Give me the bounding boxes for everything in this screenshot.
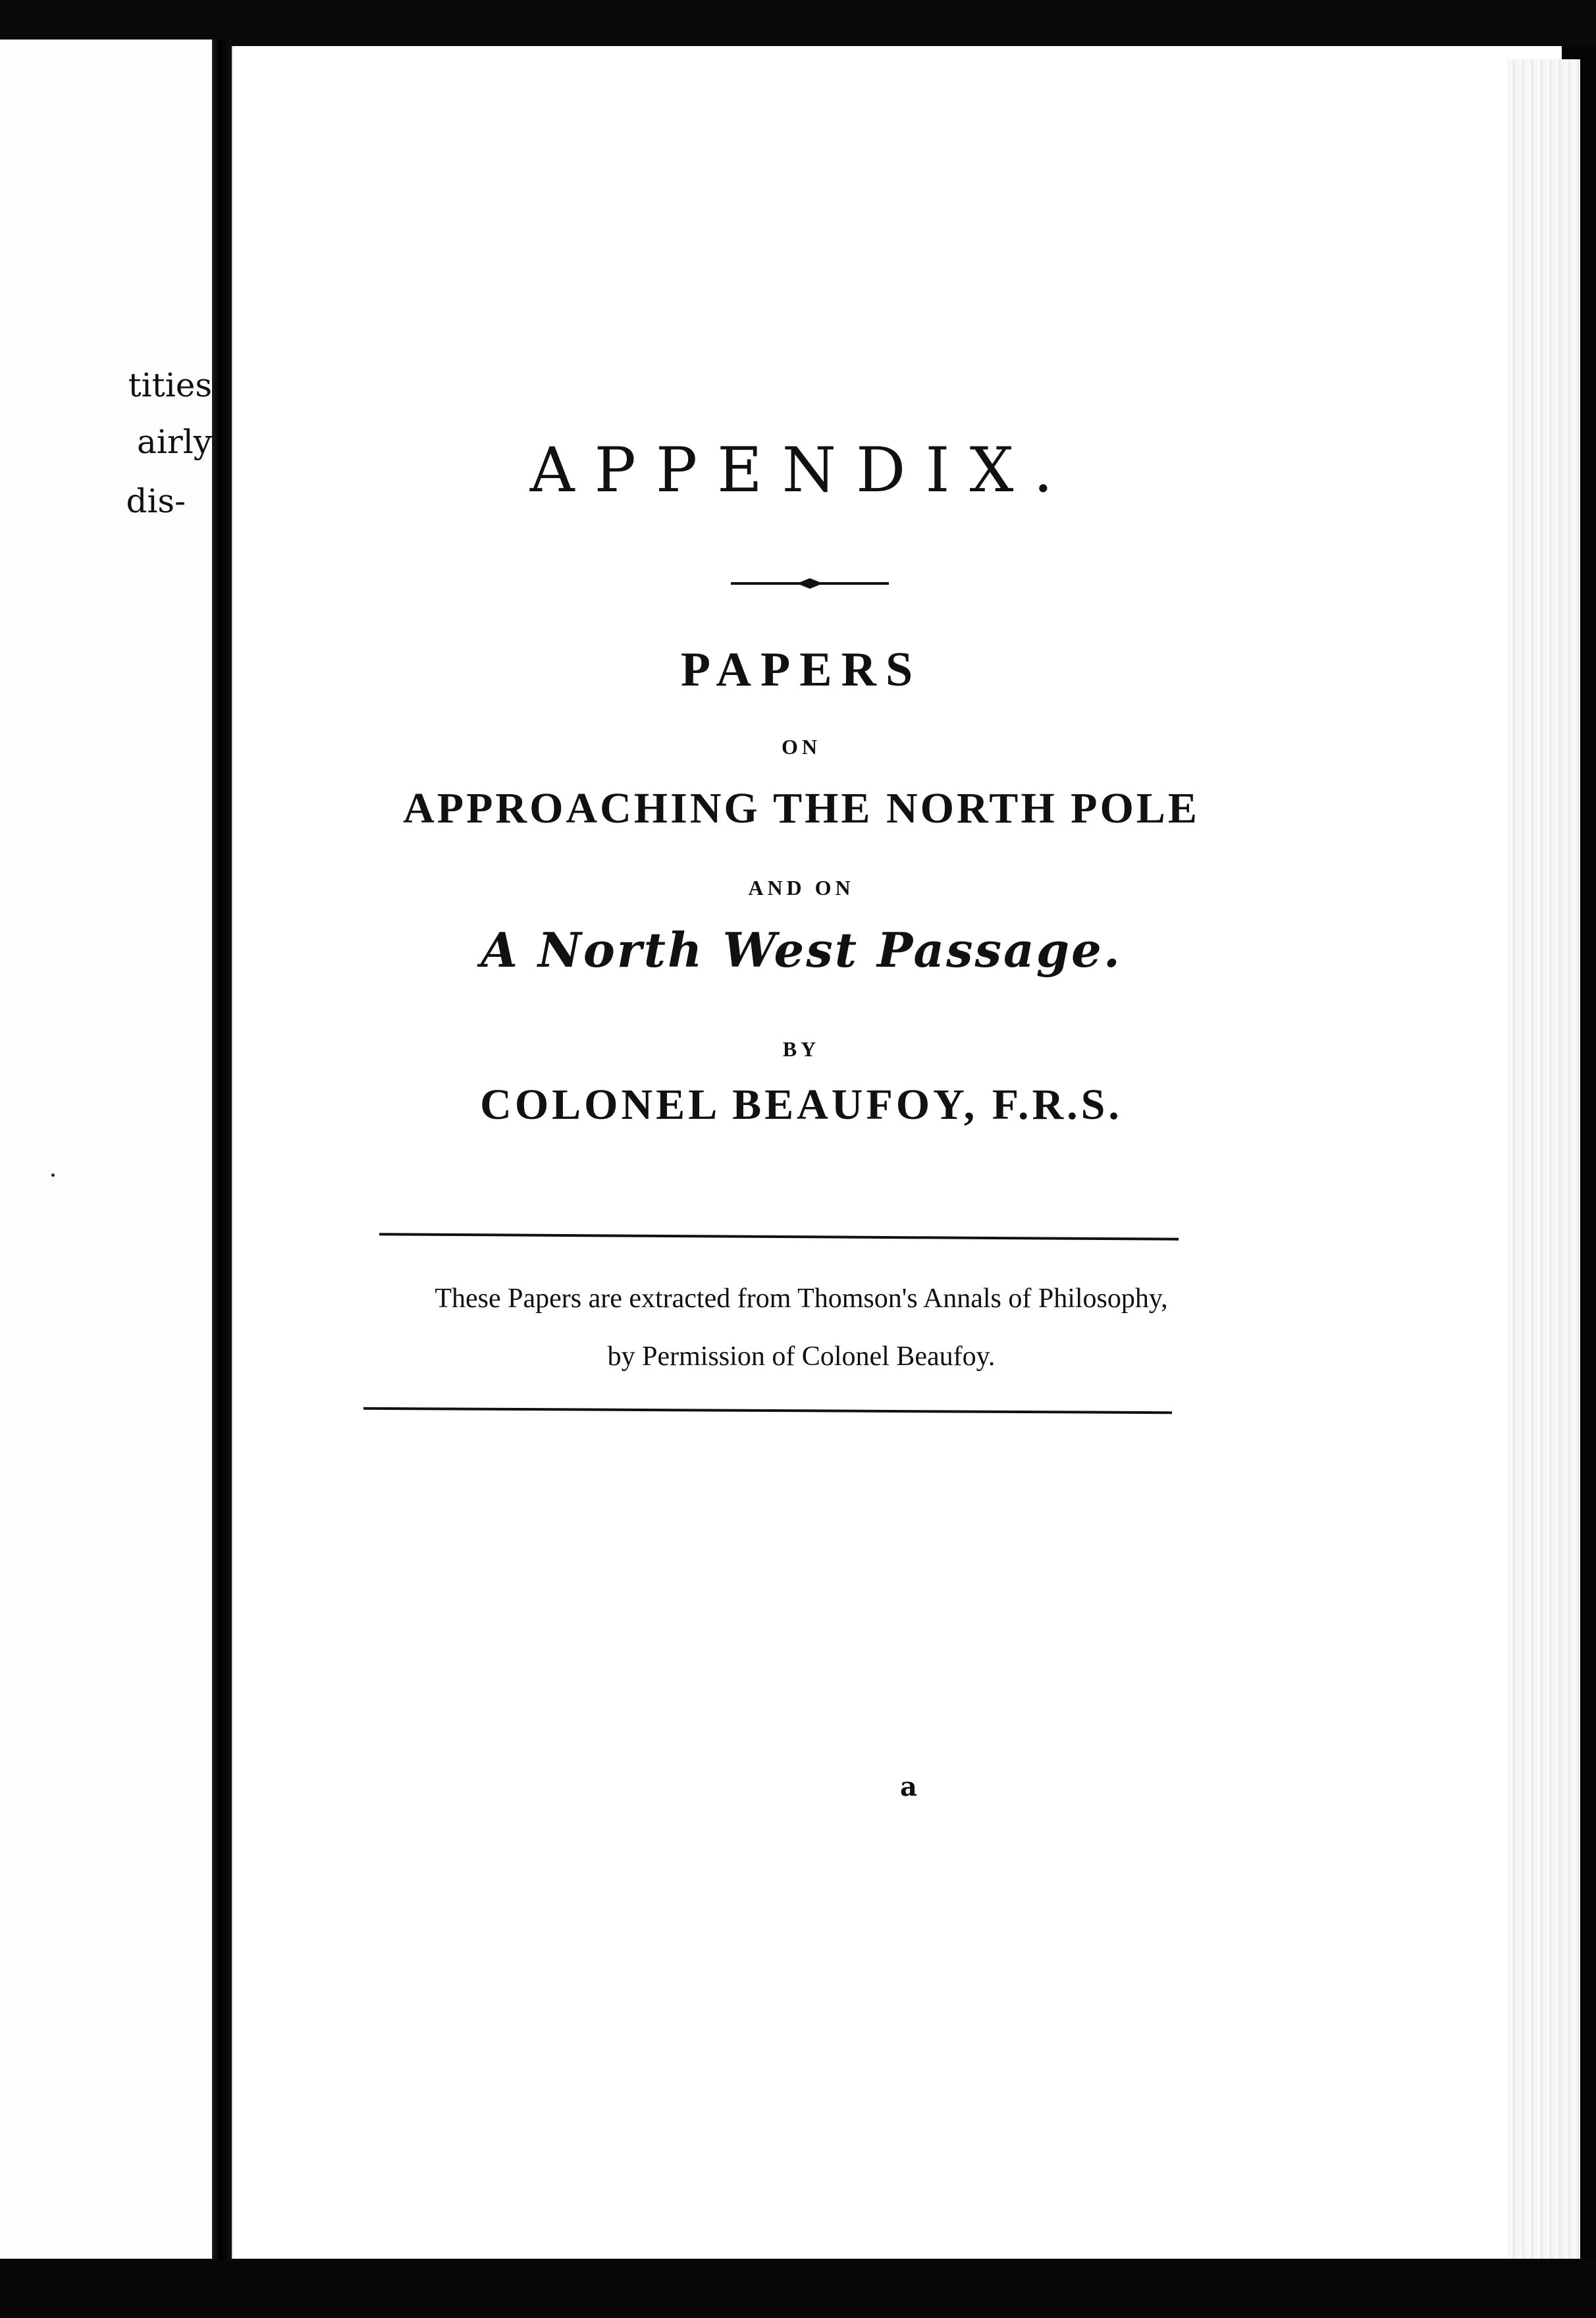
source-note-line: by Permission of Colonel Beaufoy. xyxy=(607,1341,996,1372)
and-on-connector: AND ON xyxy=(748,876,855,900)
left-facing-page xyxy=(0,40,212,2259)
ornamental-rule xyxy=(731,578,889,589)
source-note-line: These Papers are extracted from Thomson's Annals of Philosophy, xyxy=(435,1283,1168,1314)
scan-top-edge xyxy=(0,0,1596,46)
title-page xyxy=(232,46,1562,2259)
on-connector: ON xyxy=(782,735,821,759)
left-text-fragment: airly xyxy=(137,423,212,461)
author-name: COLONEL BEAUFOY, F.R.S. xyxy=(480,1081,1123,1129)
by-connector: BY xyxy=(782,1037,820,1061)
signature-mark: a xyxy=(900,1771,917,1802)
scan-bottom-edge xyxy=(0,2260,1596,2318)
page-speck xyxy=(51,1173,55,1177)
left-text-fragment: tities xyxy=(128,366,212,404)
page-fore-edge xyxy=(1508,59,1580,2259)
papers-heading: PAPERS xyxy=(680,643,922,697)
left-text-fragment: dis- xyxy=(126,482,186,520)
appendix-heading: APPENDIX. xyxy=(529,435,1073,506)
subject-title: APPROACHING THE NORTH POLE xyxy=(403,784,1200,832)
blackletter-subtitle: A North West Passage. xyxy=(481,922,1122,978)
book-gutter xyxy=(212,40,232,2278)
